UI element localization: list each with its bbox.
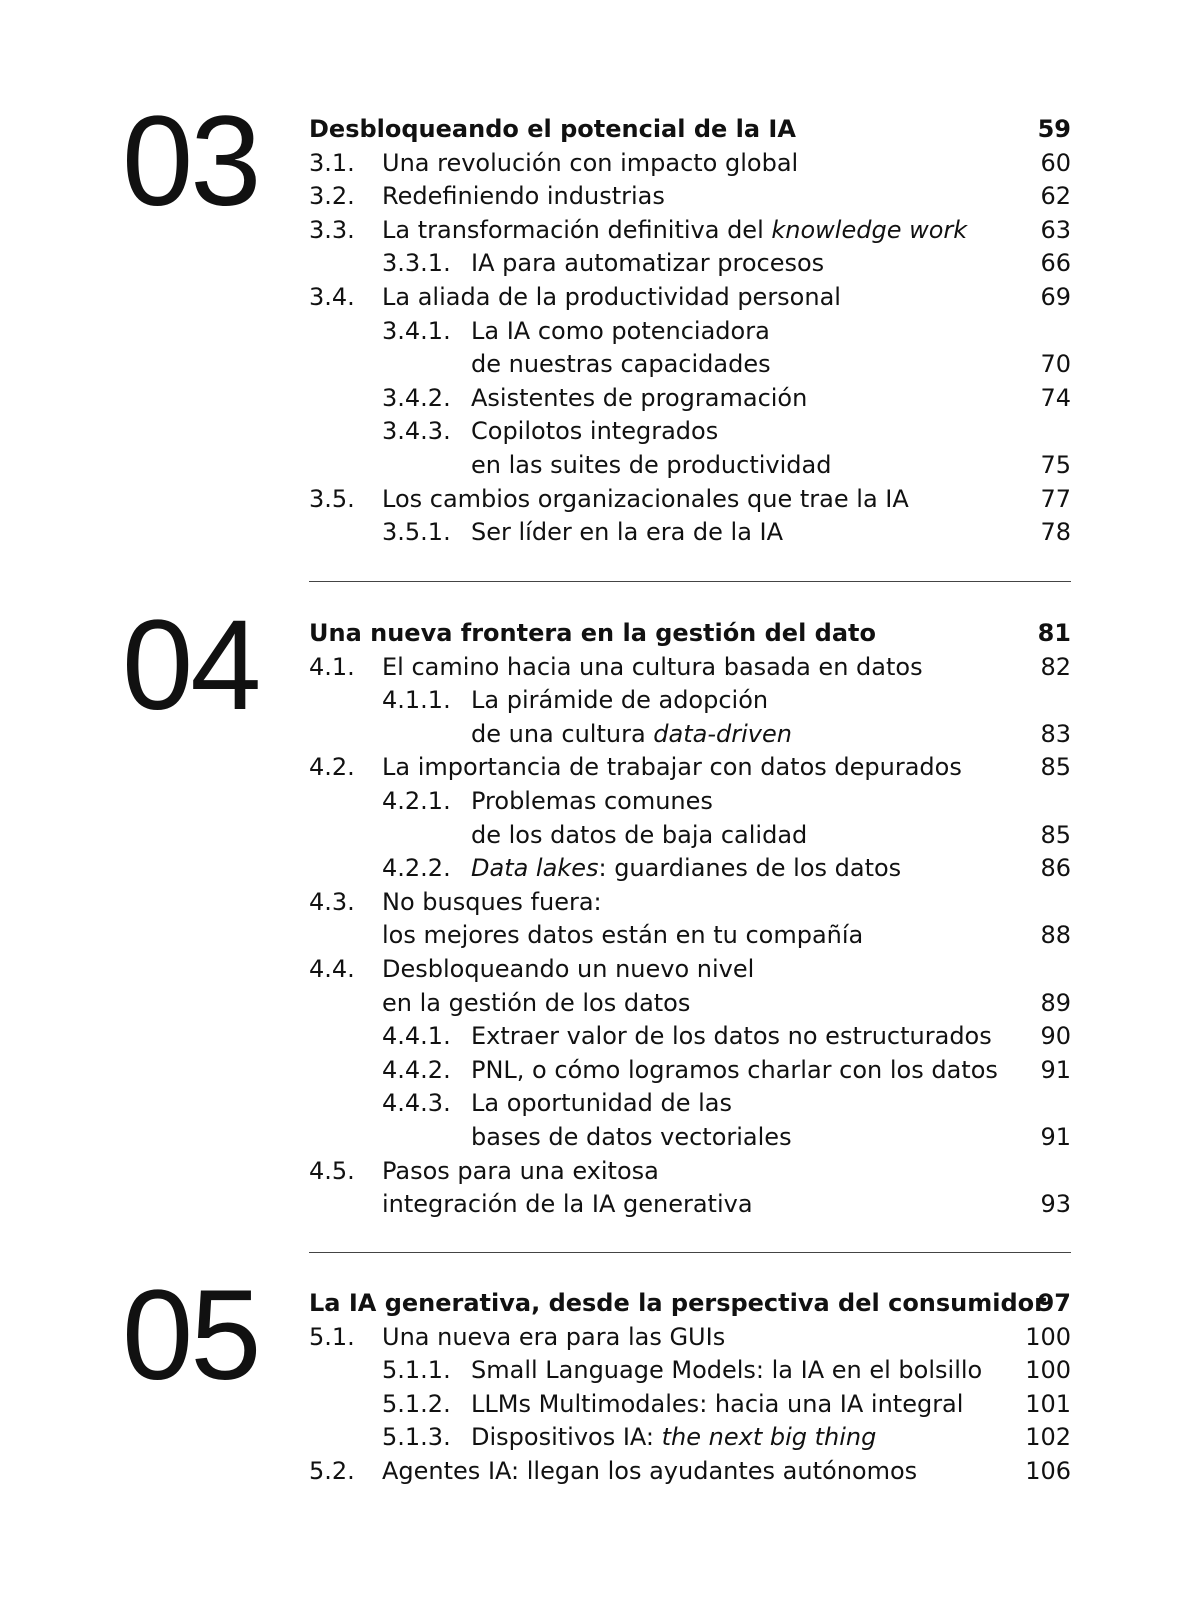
toc-entry-continuation[interactable] <box>309 347 1071 381</box>
entry-page-number: 82 <box>1040 652 1071 681</box>
toc-entry[interactable] <box>309 784 1071 818</box>
entry-number: 4.4. <box>309 954 355 983</box>
chapter-title-row[interactable] <box>309 1286 1071 1320</box>
entry-page-number: 91 <box>1040 1122 1071 1151</box>
toc-entry[interactable] <box>309 482 1071 516</box>
toc-entry[interactable] <box>309 515 1071 549</box>
entry-title-continued: integración de la IA generativa <box>382 1190 753 1219</box>
toc-entry[interactable] <box>309 414 1071 448</box>
entry-title: Redefiniendo industrias <box>382 182 665 211</box>
entry-number: 3.4.2. <box>382 383 451 412</box>
entry-page-number: 66 <box>1040 249 1071 278</box>
entry-number: 3.3. <box>309 215 355 244</box>
entry-number: 3.3.1. <box>382 249 451 278</box>
toc-entry-continuation[interactable] <box>309 918 1071 952</box>
entry-page-number: 100 <box>1025 1322 1071 1351</box>
entry-title-continued: en las suites de productividad <box>471 450 832 479</box>
entry-page-number: 78 <box>1040 518 1071 547</box>
entry-title: Desbloqueando un nuevo nivel <box>382 954 755 983</box>
entry-number: 3.5.1. <box>382 518 451 547</box>
section-divider <box>309 581 1071 582</box>
chapter-number: 03 <box>122 90 259 233</box>
chapter-title: La IA generativa, desde la perspectiva del consumidor <box>309 1289 1047 1317</box>
chapter-entries <box>309 616 1071 1221</box>
entry-title-continued: de nuestras capacidades <box>471 350 771 379</box>
toc-entry[interactable] <box>309 1086 1071 1120</box>
chapter-title: Desbloqueando el potencial de la IA <box>309 115 796 143</box>
entry-page-number: 101 <box>1025 1389 1071 1418</box>
entry-page-number: 70 <box>1040 350 1071 379</box>
entry-number: 4.4.3. <box>382 1089 451 1118</box>
entry-page-number: 75 <box>1040 450 1071 479</box>
entry-title: IA para automatizar procesos <box>471 249 825 278</box>
entry-title: La oportunidad de las <box>471 1089 732 1118</box>
entry-number: 4.3. <box>309 887 355 916</box>
entry-page-number: 90 <box>1040 1022 1071 1051</box>
chapter-title: Una nueva frontera en la gestión del dato <box>309 619 876 647</box>
entry-page-number: 83 <box>1040 719 1071 748</box>
toc-entry[interactable] <box>309 246 1071 280</box>
entry-title: El camino hacia una cultura basada en datos <box>382 652 923 681</box>
entry-page-number: 85 <box>1040 820 1071 849</box>
toc-entry[interactable] <box>309 146 1071 180</box>
toc-entry[interactable] <box>309 650 1071 684</box>
entry-page-number: 60 <box>1040 148 1071 177</box>
entry-title-continued: en la gestión de los datos <box>382 988 691 1017</box>
entry-page-number: 69 <box>1040 282 1071 311</box>
entry-number: 4.4.1. <box>382 1022 451 1051</box>
section-divider <box>309 1252 1071 1253</box>
toc-entry[interactable] <box>309 213 1071 247</box>
toc-entry[interactable] <box>309 885 1071 919</box>
toc-entry[interactable] <box>309 851 1071 885</box>
entry-number: 5.1.2. <box>382 1389 451 1418</box>
chapter-page-number: 97 <box>1037 1289 1071 1317</box>
toc-entry[interactable] <box>309 1420 1071 1454</box>
chapter-page-number: 81 <box>1037 619 1071 647</box>
entry-title: Copilotos integrados <box>471 417 719 446</box>
toc-entry-continuation[interactable] <box>309 448 1071 482</box>
entry-title: Una revolución con impacto global <box>382 148 799 177</box>
toc-entry[interactable] <box>309 381 1071 415</box>
entry-page-number: 74 <box>1040 383 1071 412</box>
entry-number: 3.4.1. <box>382 316 451 345</box>
entry-title: Asistentes de programación <box>471 383 808 412</box>
toc-entry[interactable] <box>309 1053 1071 1087</box>
entry-title: LLMs Multimodales: hacia una IA integral <box>471 1389 964 1418</box>
toc-entry[interactable] <box>309 952 1071 986</box>
entry-title: La transformación definitiva del knowledge work <box>382 215 968 244</box>
chapter-number: 05 <box>122 1264 259 1407</box>
entry-title: No busques fuera: <box>382 887 602 916</box>
entry-number: 4.2.2. <box>382 854 451 883</box>
entry-number: 4.1.1. <box>382 686 451 715</box>
entry-page-number: 93 <box>1040 1190 1071 1219</box>
entry-page-number: 63 <box>1040 215 1071 244</box>
entry-number: 3.4.3. <box>382 417 451 446</box>
toc-entry[interactable] <box>309 179 1071 213</box>
entry-number: 5.1. <box>309 1322 355 1351</box>
entry-title-continued: los mejores datos están en tu compañía <box>382 921 864 950</box>
entry-number: 4.2. <box>309 753 355 782</box>
entry-title: Problemas comunes <box>471 786 713 815</box>
entry-title: Data lakes: guardianes de los datos <box>471 854 902 883</box>
chapter-page-number: 59 <box>1037 115 1071 143</box>
entry-title: Dispositivos IA: the next big thing <box>471 1423 877 1452</box>
entry-title: PNL, o cómo logramos charlar con los datos <box>471 1055 998 1084</box>
toc-entry-continuation[interactable] <box>309 717 1071 751</box>
entry-page-number: 85 <box>1040 753 1071 782</box>
entry-title: La pirámide de adopción <box>471 686 769 715</box>
chapter-entries <box>309 1286 1071 1488</box>
toc-entry[interactable] <box>309 1019 1071 1053</box>
entry-title: Ser líder en la era de la IA <box>471 518 784 547</box>
entry-number: 3.4. <box>309 282 355 311</box>
entry-title: La aliada de la productividad personal <box>382 282 841 311</box>
toc-entry-continuation[interactable] <box>309 986 1071 1020</box>
toc-entry-continuation[interactable] <box>309 818 1071 852</box>
entry-page-number: 89 <box>1040 988 1071 1017</box>
entry-page-number: 91 <box>1040 1055 1071 1084</box>
entry-page-number: 106 <box>1025 1456 1071 1485</box>
entry-title: La importancia de trabajar con datos depurados <box>382 753 962 782</box>
entry-page-number: 77 <box>1040 484 1071 513</box>
entry-number: 5.1.1. <box>382 1356 451 1385</box>
toc-entry[interactable] <box>309 1154 1071 1188</box>
chapter-number: 04 <box>122 594 259 737</box>
entry-title: Pasos para una exitosa <box>382 1156 659 1185</box>
entry-number: 4.1. <box>309 652 355 681</box>
toc-entry[interactable] <box>309 1353 1071 1387</box>
toc-entry[interactable] <box>309 683 1071 717</box>
entry-page-number: 86 <box>1040 854 1071 883</box>
toc-entry-continuation[interactable] <box>309 1187 1071 1221</box>
toc-entry[interactable] <box>309 1387 1071 1421</box>
entry-title-continued: bases de datos vectoriales <box>471 1122 792 1151</box>
entry-number: 4.5. <box>309 1156 355 1185</box>
entry-title: Small Language Models: la IA en el bolsillo <box>471 1356 983 1385</box>
entry-title: La IA como potenciadora <box>471 316 770 345</box>
entry-number: 3.1. <box>309 148 355 177</box>
chapter-entries <box>309 112 1071 549</box>
entry-number: 5.2. <box>309 1456 355 1485</box>
entry-number: 3.2. <box>309 182 355 211</box>
toc-entry[interactable] <box>309 314 1071 348</box>
toc-entry[interactable] <box>309 280 1071 314</box>
entry-title: Los cambios organizacionales que trae la IA <box>382 484 909 513</box>
entry-number: 5.1.3. <box>382 1423 451 1452</box>
toc-entry[interactable] <box>309 1320 1071 1354</box>
entry-number: 3.5. <box>309 484 355 513</box>
entry-page-number: 102 <box>1025 1423 1071 1452</box>
entry-title: Extraer valor de los datos no estructurados <box>471 1022 992 1051</box>
chapter-title-row[interactable] <box>309 112 1071 146</box>
toc-entry[interactable] <box>309 1454 1071 1488</box>
entry-title: Agentes IA: llegan los ayudantes autónomos <box>382 1456 918 1485</box>
entry-page-number: 100 <box>1025 1356 1071 1385</box>
entry-page-number: 62 <box>1040 182 1071 211</box>
entry-title: Una nueva era para las GUIs <box>382 1322 726 1351</box>
entry-title-continued: de una cultura data-driven <box>471 719 792 748</box>
chapter-title-row[interactable] <box>309 616 1071 650</box>
toc-entry[interactable] <box>309 750 1071 784</box>
entry-number: 4.4.2. <box>382 1055 451 1084</box>
entry-number: 4.2.1. <box>382 786 451 815</box>
toc-entry-continuation[interactable] <box>309 1120 1071 1154</box>
entry-title-continued: de los datos de baja calidad <box>471 820 808 849</box>
entry-page-number: 88 <box>1040 921 1071 950</box>
